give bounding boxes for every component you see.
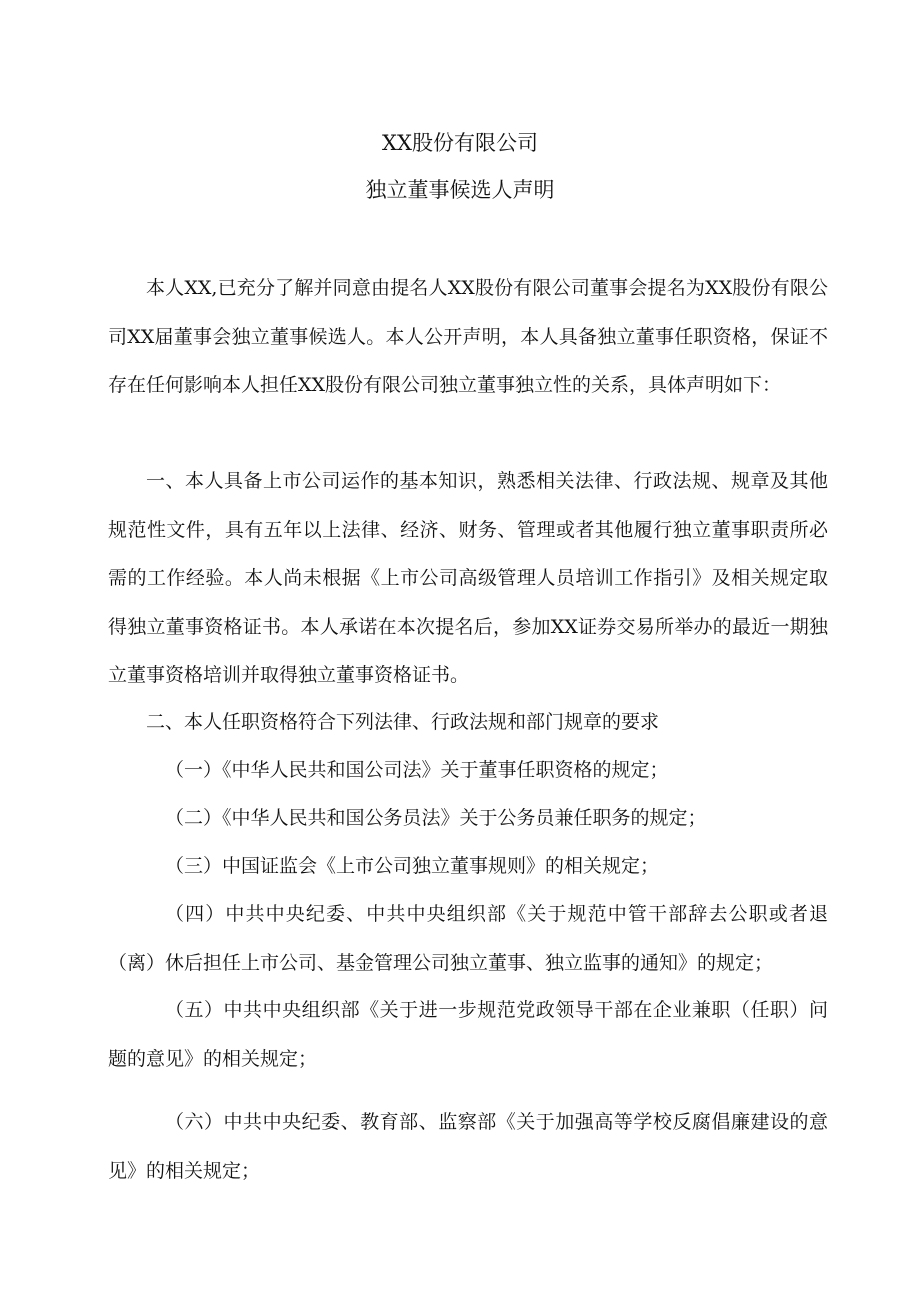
- requirement-item-1: （一）《中华人民共和国公司法》关于董事任职资格的规定；: [165, 759, 669, 781]
- requirement-item-2: （二）《中华人民共和国公务员法》关于公务员兼任职务的规定；: [165, 807, 707, 829]
- requirement-item-6: （六）中共中央纪委、教育部、监察部《关于加强高等学校反腐倡廉建设的意见》的相关规定；: [108, 1111, 828, 1182]
- document-title: 独立董事候选人声明: [365, 178, 555, 202]
- requirement-item-4: （四）中共中央纪委、中共中央组织部《关于规范中管干部辞去公职或者退（离）休后担任上市公司、基金管理公司独立董事、独立监事的通知》的规定；: [108, 903, 828, 974]
- requirement-item-3: （三）中国证监会《上市公司独立董事规则》的相关规定；: [165, 855, 660, 877]
- section-2-heading: 二、本人任职资格符合下列法律、行政法规和部门规章的要求: [146, 711, 660, 733]
- company-title: XX股份有限公司: [382, 131, 538, 155]
- requirement-item-5: （五）中共中央组织部《关于进一步规范党政领导干部在企业兼职（任职）问题的意见》的相关规定；: [108, 999, 828, 1070]
- section-1-paragraph: 一、本人具备上市公司运作的基本知识，熟悉相关法律、行政法规、规章及其他规范性文件，具有五年以上法律、经济、财务、管理或者其他履行独立董事职责所必需的工作经验。本人尚未根据《上市公司高级管理人员培训工作指引》及相关规定取得独立董事资格证书。本人承诺在本次提名后，参加XX证券交易所举办的最近一期独立董事资格培训并取得独立董事资格证书。: [108, 470, 828, 686]
- intro-paragraph: 本人XX,已充分了解并同意由提名人XX股份有限公司董事会提名为XX股份有限公司XX届董事会独立董事候选人。本人公开声明，本人具备独立董事任职资格，保证不存在任何影响本人担任XX股份有限公司独立董事独立性的关系，具体声明如下：: [108, 277, 828, 396]
